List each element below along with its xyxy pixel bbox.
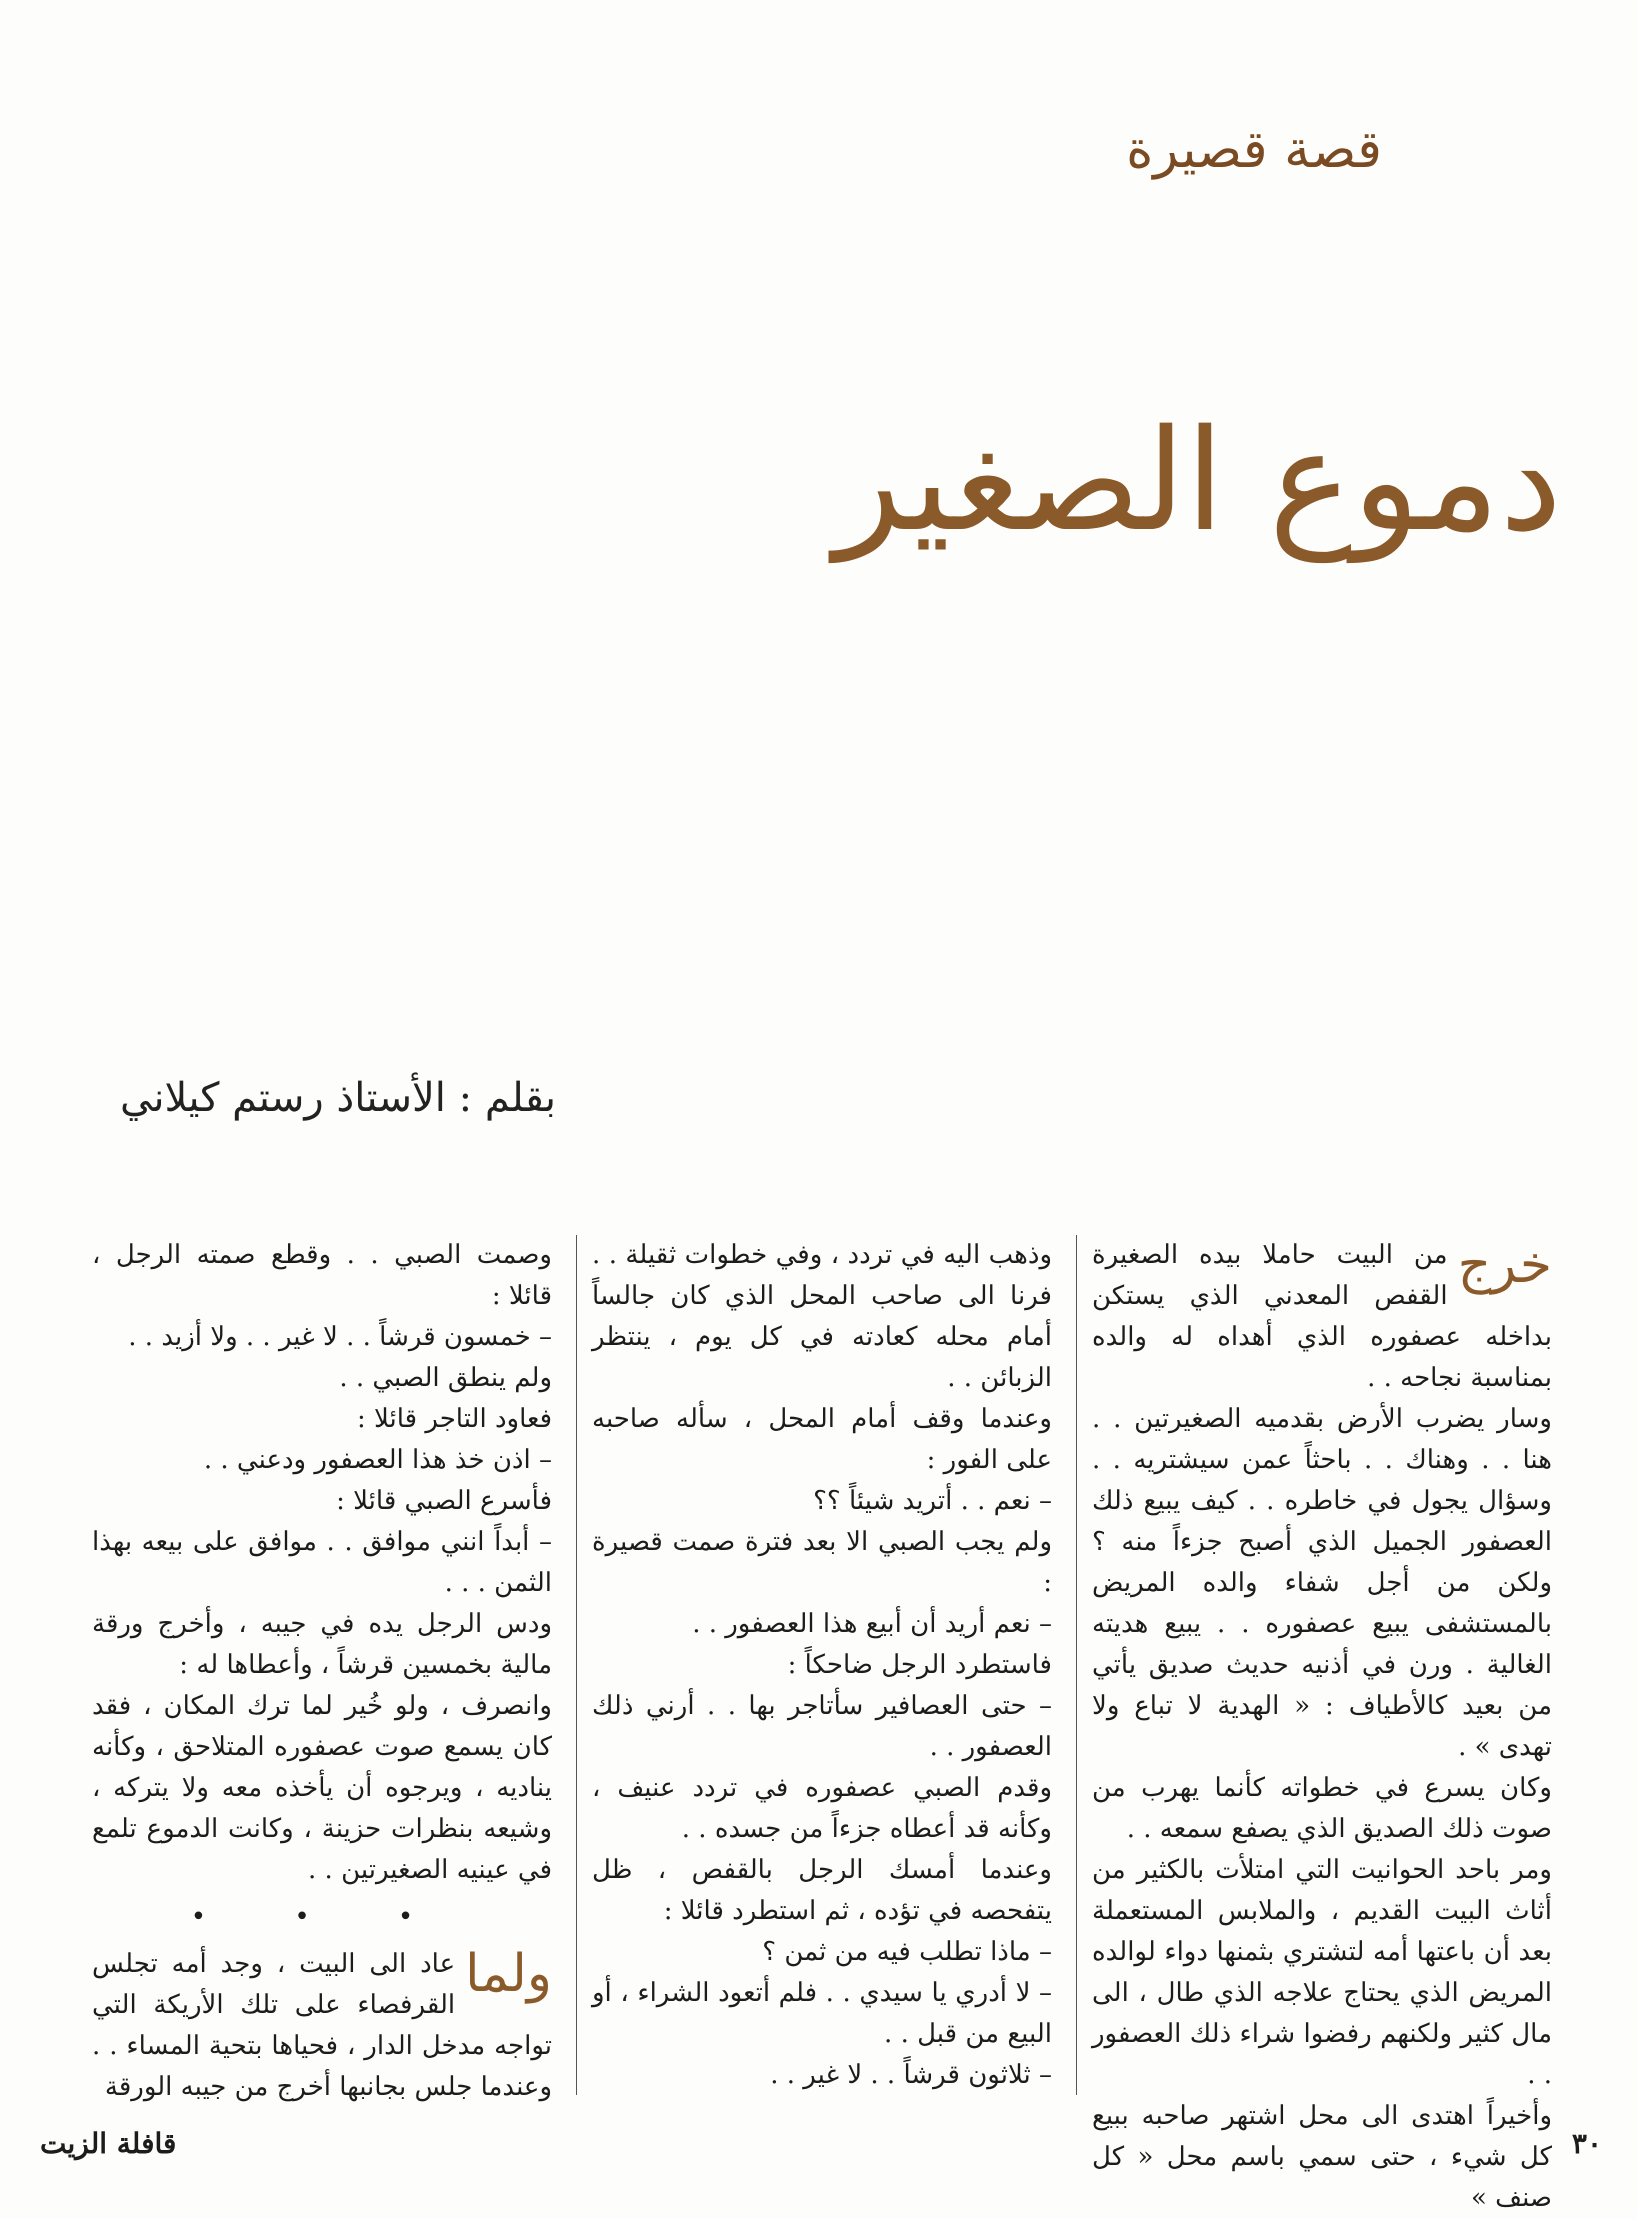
column-divider [1076,1235,1077,2095]
paragraph: ودس الرجل يده في جيبه ، وأخرج ورقة مالية بخمسين قرشاً ، وأعطاها له : [92,1609,552,1680]
paragraph: عاد الى البيت ، وجد أمه تجلس القرفصاء على تلك الأريكة التي تواجه مدخل الدار ، فحياها بتحية المساء . . وعندما جلس بجانبها أخرج من جيبه الورقة [92,1949,552,2102]
paragraph: وعندما أمسك الرجل بالقفص ، ظل يتفحصه في تؤده ، ثم استطرد قائلا : [592,1855,1052,1926]
text-column-3 [92,1235,552,2102]
paragraph: وانصرف ، ولو خُير لما ترك المكان ، فقد كان يسمع صوت عصفوره المتلاحق ، وكأنه يناديه ، ويرجوه أن يأخذه معه ولا يتركه ، وشيعه بنظرات حزينة ، وكانت الدموع تلمع في عينيه الصغيرتين . . [92,1691,552,1885]
paragraph: فعاود التاجر قائلا : [356,1404,552,1434]
paragraph: وكان يسرع في خطواته كأنما يهرب من صوت ذلك الصديق الذي يصفع سمعه . . [1092,1773,1552,1844]
paragraph: ومر باحد الحوانيت التي امتلأت بالكثير من أثاث البيت القديم ، والملابس المستعملة بعد أن باعتها أمه لتشتري بثمنها دواء لوالده المريض الذي يحتاج علاجه الذي طال ، الى مال كثير ولكنهم رفضوا شراء ذلك العصفور . . [1092,1855,1552,2090]
dialogue-line: – خمسون قرشاً . . لا غير . . ولا أزيد . . [128,1322,552,1352]
paragraph: ولم ينطق الصبي . . [339,1363,552,1393]
dialogue-line: – أبداً انني موافق . . موافق على بيعه بهذا الثمن . . . [92,1527,552,1598]
dialogue-line: – حتى العصافير سأتاجر بها . . أرني ذلك العصفور . . [592,1691,1052,1762]
drop-cap: ولما [465,1944,552,2004]
dialogue-line: – ماذا تطلب فيه من ثمن ؟ [762,1937,1052,1967]
author-byline: بقلم : الأستاذ رستم كيلاني [120,1075,557,1121]
paragraph: وذهب اليه في تردد ، وفي خطوات ثقيلة . . فرنا الى صاحب المحل الذي كان جالساً أمام محله كعادته في كل يوم ، ينتظر الزبائن . . [592,1240,1052,1393]
section-break-dots: • • • [190,1902,454,1932]
paragraph: ولم يجب الصبي الا بعد فترة صمت قصيرة : [592,1527,1052,1598]
paragraph: وقدم الصبي عصفوره في تردد عنيف ، وكأنه قد أعطاه جزءاً من جسده . . [592,1773,1052,1844]
paragraph: فاستطرد الرجل ضاحكاً : [787,1650,1052,1680]
section-label: قصة قصيرة [1126,120,1382,180]
text-column-1 [1092,1235,1552,2213]
story-title: دموع الصغير [834,400,1562,563]
column-divider [576,1235,577,2095]
page-number: ٣٠ [1571,2127,1602,2160]
dialogue-line: – لا أدري يا سيدي . . فلم أتعود الشراء ، أو البيع من قبل . . [592,1978,1052,2049]
drop-cap: خرج [1457,1235,1552,1295]
dialogue-line: – نعم . . أتريد شيئاً ؟؟ [813,1486,1052,1516]
paragraph: وصمت الصبي . . وقطع صمته الرجل ، قائلا : [92,1240,552,1311]
paragraph: من البيت حاملا بيده الصغيرة القفص المعدني الذي يستكن بداخله عصفوره الذي أهداه له والده بمناسبة نجاحه . . [1092,1240,1552,1393]
dialogue-line: – نعم أريد أن أبيع هذا العصفور . . [692,1609,1052,1639]
text-column-2 [592,1235,1052,2095]
paragraph: فأسرع الصبي قائلا : [336,1486,552,1516]
paragraph: وعندما وقف أمام المحل ، سأله صاحبه على الفور : [592,1404,1052,1475]
dialogue-line: – ثلاثون قرشاً . . لا غير . . [770,2060,1052,2090]
dialogue-line: – اذن خذ هذا العصفور ودعني . . [203,1445,552,1475]
paragraph: وسار يضرب الأرض بقدميه الصغيرتين . . هنا . . وهناك . . باحثاً عمن سيشتريه . . وسؤال يجول في خاطره . . كيف يبيع ذلك العصفور الجميل الذي أصبح جزءاً منه ؟ ولكن من أجل شفاء والده المريض بالمستشفى يبيع عصفوره . . يبيع هديته الغالية . ورن في أذنيه حديث صديق يأتي من بعيد كالأطياف : « الهدية لا تباع ولا تهدى » . [1092,1404,1552,1762]
magazine-name: قافلة الزيت [40,2127,177,2160]
paragraph: وأخيراً اهتدى الى محل اشتهر صاحبه ببيع كل شيء ، حتى سمي باسم محل « كل صنف » [1092,2101,1552,2213]
